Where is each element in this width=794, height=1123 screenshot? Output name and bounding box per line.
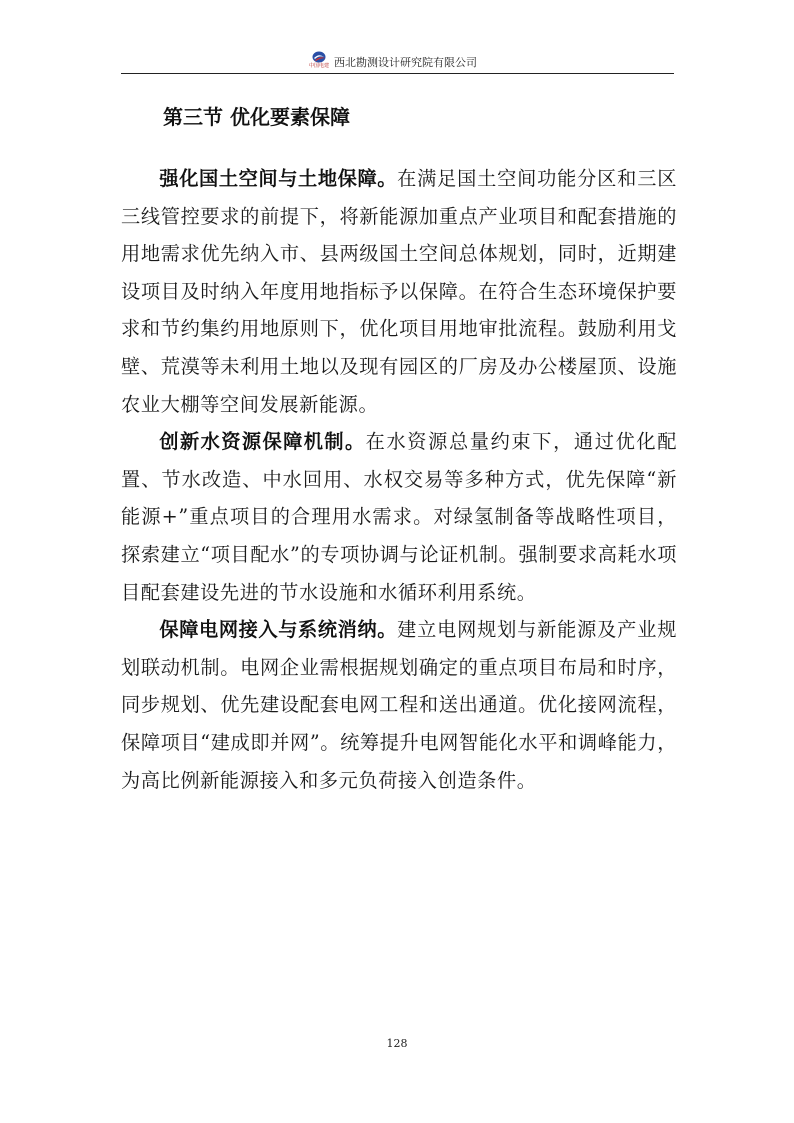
paragraph-grid: [121, 611, 677, 799]
paragraph-lead: 保障电网接入与系统消纳。: [159, 618, 398, 642]
body-text: [121, 160, 677, 799]
header-brand: [307, 51, 477, 71]
page-number: 128: [386, 1037, 408, 1050]
paragraph-text: 在满足国土空间功能分区和三区三线管控要求的前提下，将新能源加重点产业项目和配套措施的用地需求优先纳入市、县两级国土空间总体规划，同时，近期建设项目及时纳入年度用地指标予以保障。在符合生态环境保护要求和节约集约用地原则下，优化项目用地审批流程。鼓励利用戈壁、荒漠等未利用土地以及现有园区的厂房及办公楼屋顶、设施农业大棚等空间发展新能源。: [121, 167, 677, 416]
company-logo-icon: [312, 51, 326, 63]
paragraph-water: [121, 423, 677, 611]
section-title: 第三节 优化要素保障: [163, 105, 350, 129]
paragraph-lead: 创新水资源保障机制。: [159, 430, 366, 454]
paragraph-lead: 强化国土空间与土地保障。: [159, 167, 398, 190]
logo-caption: 中国电建: [308, 63, 329, 69]
page-header: [121, 50, 674, 74]
paragraph-text: 在水资源总量约束下，通过优化配置、节水改造、中水回用、水权交易等多种方式，优先保障“新能源+”重点项目的合理用水需求。对绿氢制备等战略性项目，探索建立“项目配水”的专项协调与论证机制。强制要求高耗水项目配套建设先进的节水设施和水循环利用系统。: [121, 430, 678, 604]
company-logo: [307, 51, 331, 71]
paragraph-land: [121, 160, 677, 423]
header-title: 西北勘测设计研究院有限公司: [334, 56, 477, 69]
paragraph-text: 建立电网规划与新能源及产业规划联动机制。电网企业需根据规划确定的重点项目布局和时序，同步规划、优先建设配套电网工程和送出通道。优化接网流程，保障项目“建成即并网”。统筹提升电网智能化水平和调峰能力，为高比例新能源接入和多元负荷接入创造条件。: [121, 618, 677, 792]
